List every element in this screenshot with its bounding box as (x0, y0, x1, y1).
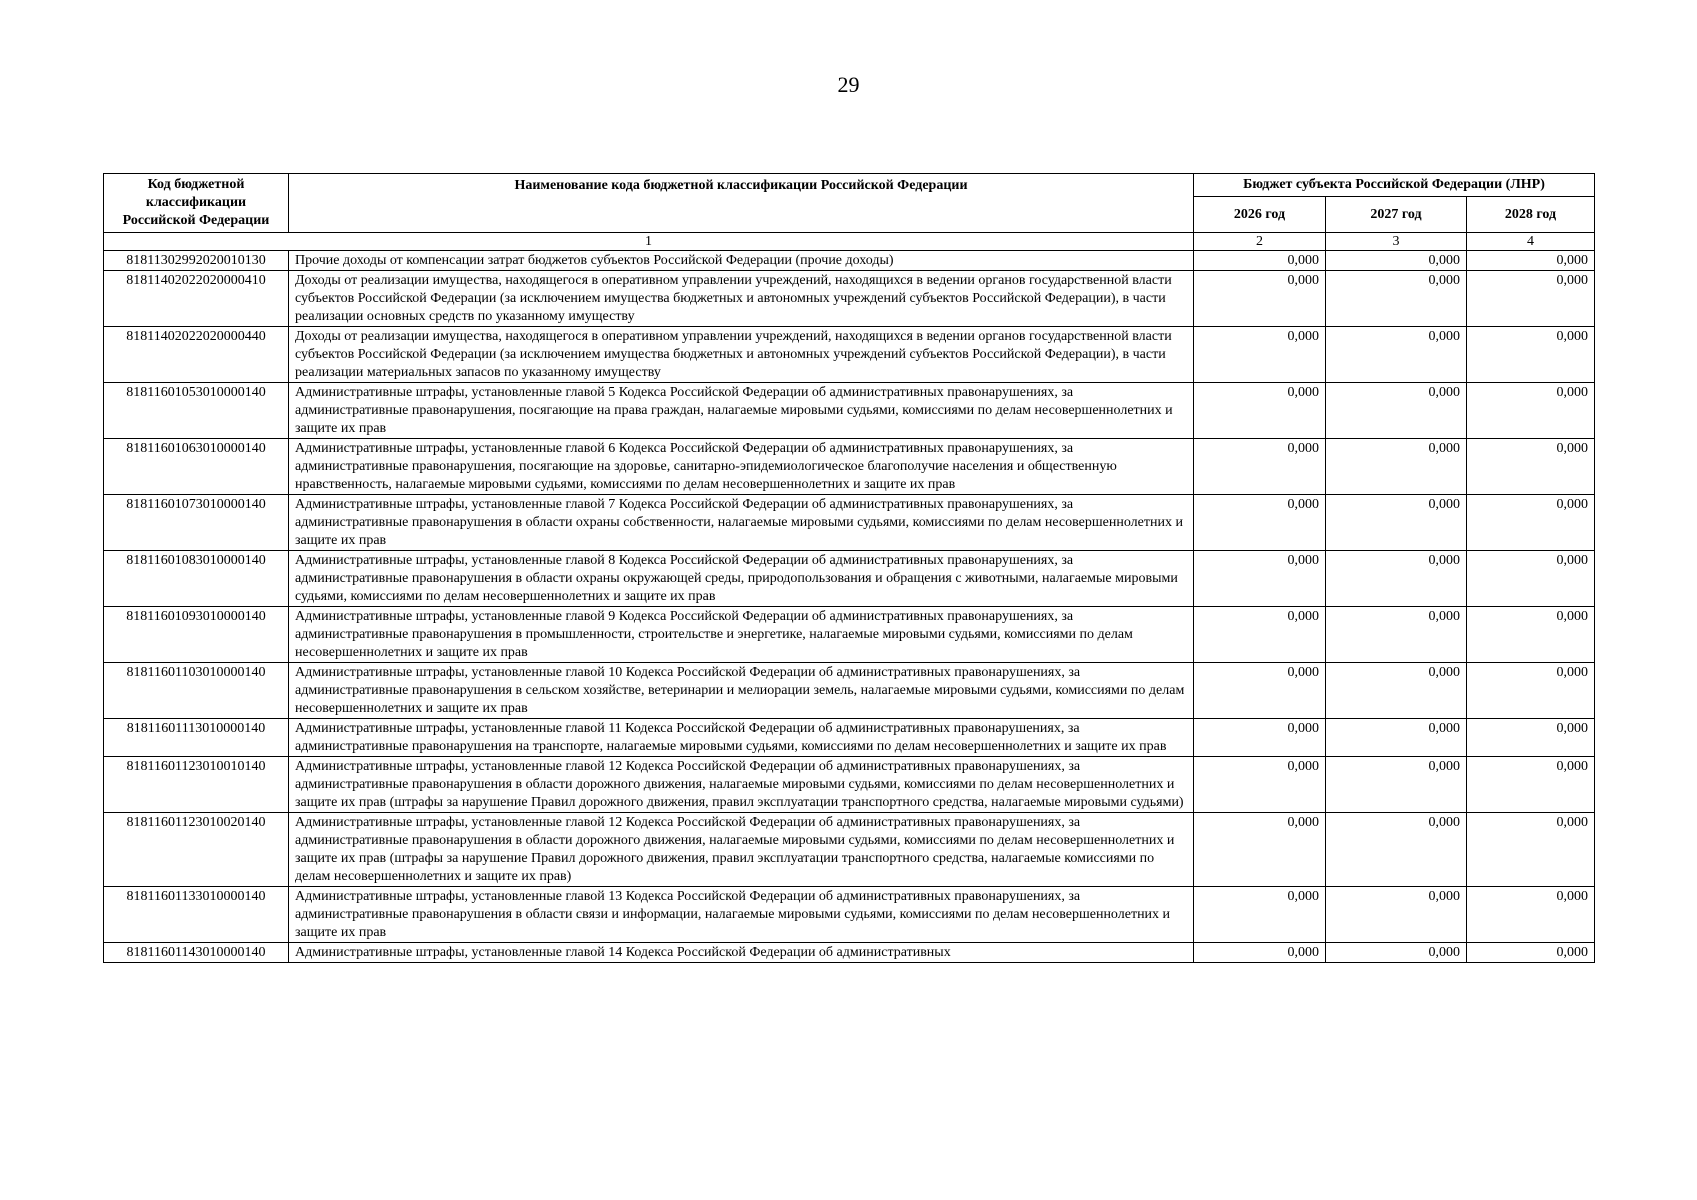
table-row (104, 757, 1595, 813)
row-value-2028: 0,000 (1467, 251, 1595, 271)
row-value-2027: 0,000 (1326, 551, 1467, 607)
header-code: Код бюджетной классификации Российской Федерации (104, 174, 289, 233)
page-number: 29 (837, 72, 860, 97)
row-value-2028: 0,000 (1467, 327, 1595, 383)
row-name: Административные штрафы, установленные главой 12 Кодекса Российской Федерации об административных правонарушениях, за административные правонарушения в области дорожного движения, налагаемые мировыми судьями, комиссиями по делам несовершеннолетних и защите их прав (штрафы за нарушение Правил дорожного движения, правил эксплуатации транспортного средства, налагаемые комиссиями по делам несовершеннолетних и защите их прав) (289, 813, 1194, 887)
row-value-2028: 0,000 (1467, 757, 1595, 813)
row-value-2028: 0,000 (1467, 271, 1595, 327)
row-value-2027: 0,000 (1326, 271, 1467, 327)
row-value-2026: 0,000 (1194, 757, 1326, 813)
table-row (104, 251, 1595, 271)
row-code: 81811601063010000140 (104, 439, 289, 495)
row-value-2027: 0,000 (1326, 813, 1467, 887)
row-value-2027: 0,000 (1326, 495, 1467, 551)
row-value-2026: 0,000 (1194, 719, 1326, 757)
row-code: 81811601133010000140 (104, 887, 289, 943)
row-value-2028: 0,000 (1467, 551, 1595, 607)
header-year-2026: 2026 год (1194, 197, 1326, 233)
row-value-2027: 0,000 (1326, 327, 1467, 383)
table-body (104, 251, 1595, 963)
header-year-2027: 2027 год (1326, 197, 1467, 233)
row-value-2028: 0,000 (1467, 813, 1595, 887)
table-row (104, 271, 1595, 327)
table-row (104, 327, 1595, 383)
column-number-3: 3 (1326, 233, 1467, 251)
row-code: 81811601143010000140 (104, 943, 289, 963)
row-name: Административные штрафы, установленные главой 12 Кодекса Российской Федерации об административных правонарушениях, за административные правонарушения в области дорожного движения, налагаемые мировыми судьями, комиссиями по делам несовершеннолетних и защите их прав (штрафы за нарушение Правил дорожного движения, правил эксплуатации транспортного средства, налагаемые мировыми судьями) (289, 757, 1194, 813)
table-row (104, 495, 1595, 551)
row-value-2027: 0,000 (1326, 719, 1467, 757)
budget-table (103, 173, 1595, 963)
row-code: 81811402022020000440 (104, 327, 289, 383)
row-value-2026: 0,000 (1194, 439, 1326, 495)
row-value-2028: 0,000 (1467, 383, 1595, 439)
row-code: 81811601053010000140 (104, 383, 289, 439)
row-code: 81811601123010020140 (104, 813, 289, 887)
row-name: Доходы от реализации имущества, находящегося в оперативном управлении учреждений, находящихся в ведении органов государственной власти субъектов Российской Федерации (за исключением имущества бюджетных и автономных учреждений субъектов Российской Федерации), в части реализации материальных запасов по указанному имуществу (289, 327, 1194, 383)
table-row (104, 607, 1595, 663)
table-row (104, 943, 1595, 963)
row-value-2026: 0,000 (1194, 663, 1326, 719)
row-code: 81811601113010000140 (104, 719, 289, 757)
row-value-2028: 0,000 (1467, 495, 1595, 551)
row-value-2028: 0,000 (1467, 943, 1595, 963)
row-value-2028: 0,000 (1467, 663, 1595, 719)
row-name: Административные штрафы, установленные главой 6 Кодекса Российской Федерации об административных правонарушениях, за административные правонарушения, посягающие на здоровье, санитарно-эпидемиологическое благополучие населения и общественную нравственность, налагаемые мировыми судьями, комиссиями по делам несовершеннолетних и защите их прав (289, 439, 1194, 495)
row-value-2027: 0,000 (1326, 887, 1467, 943)
row-value-2026: 0,000 (1194, 383, 1326, 439)
header-name: Наименование кода бюджетной классификации Российской Федерации (289, 174, 1194, 233)
table-row (104, 383, 1595, 439)
row-name: Доходы от реализации имущества, находящегося в оперативном управлении учреждений, находящихся в ведении органов государственной власти субъектов Российской Федерации (за исключением имущества бюджетных и автономных учреждений субъектов Российской Федерации), в части реализации основных средств по указанному имуществу (289, 271, 1194, 327)
row-name: Административные штрафы, установленные главой 11 Кодекса Российской Федерации об административных правонарушениях, за административные правонарушения на транспорте, налагаемые мировыми судьями, комиссиями по делам несовершеннолетних и защите их прав (289, 719, 1194, 757)
row-code: 81811601093010000140 (104, 607, 289, 663)
row-value-2026: 0,000 (1194, 495, 1326, 551)
row-name: Административные штрафы, установленные главой 7 Кодекса Российской Федерации об административных правонарушениях, за административные правонарушения в области охраны собственности, налагаемые мировыми судьями, комиссиями по делам несовершеннолетних и защите их прав (289, 495, 1194, 551)
row-value-2028: 0,000 (1467, 719, 1595, 757)
table-row (104, 719, 1595, 757)
row-value-2026: 0,000 (1194, 251, 1326, 271)
row-value-2027: 0,000 (1326, 943, 1467, 963)
row-value-2026: 0,000 (1194, 551, 1326, 607)
row-value-2026: 0,000 (1194, 271, 1326, 327)
row-code: 81811601073010000140 (104, 495, 289, 551)
row-value-2027: 0,000 (1326, 663, 1467, 719)
row-code: 81811402022020000410 (104, 271, 289, 327)
row-value-2026: 0,000 (1194, 607, 1326, 663)
header-year-2028: 2028 год (1467, 197, 1595, 233)
table-row (104, 813, 1595, 887)
row-value-2027: 0,000 (1326, 251, 1467, 271)
row-value-2028: 0,000 (1467, 439, 1595, 495)
column-number-2: 2 (1194, 233, 1326, 251)
row-value-2027: 0,000 (1326, 607, 1467, 663)
row-name: Административные штрафы, установленные главой 8 Кодекса Российской Федерации об административных правонарушениях, за административные правонарушения в области охраны окружающей среды, природопользования и обращения с животными, налагаемые мировыми судьями, комиссиями по делам несовершеннолетних и защите их прав (289, 551, 1194, 607)
row-value-2026: 0,000 (1194, 887, 1326, 943)
row-name: Прочие доходы от компенсации затрат бюджетов субъектов Российской Федерации (прочие доходы) (289, 251, 1194, 271)
table-row (104, 663, 1595, 719)
row-value-2028: 0,000 (1467, 887, 1595, 943)
row-value-2026: 0,000 (1194, 327, 1326, 383)
row-name: Административные штрафы, установленные главой 10 Кодекса Российской Федерации об административных правонарушениях, за административные правонарушения в сельском хозяйстве, ветеринарии и мелиорации земель, налагаемые мировыми судьями, комиссиями по делам несовершеннолетних и защите их прав (289, 663, 1194, 719)
row-code: 81811601083010000140 (104, 551, 289, 607)
table-row (104, 551, 1595, 607)
row-name: Административные штрафы, установленные главой 9 Кодекса Российской Федерации об административных правонарушениях, за административные правонарушения в промышленности, строительстве и энергетике, налагаемые мировыми судьями, комиссиями по делам несовершеннолетних и защите их прав (289, 607, 1194, 663)
row-value-2027: 0,000 (1326, 439, 1467, 495)
table-row (104, 887, 1595, 943)
row-value-2027: 0,000 (1326, 383, 1467, 439)
row-name: Административные штрафы, установленные главой 14 Кодекса Российской Федерации об административных (289, 943, 1194, 963)
row-name: Административные штрафы, установленные главой 5 Кодекса Российской Федерации об административных правонарушениях, за административные правонарушения, посягающие на права граждан, налагаемые мировыми судьями, комиссиями по делам несовершеннолетних и защите их прав (289, 383, 1194, 439)
column-number-1: 1 (104, 233, 1194, 251)
header-budget: Бюджет субъекта Российской Федерации (ЛНР) (1194, 174, 1595, 197)
row-value-2026: 0,000 (1194, 943, 1326, 963)
row-code: 81811601123010010140 (104, 757, 289, 813)
row-name: Административные штрафы, установленные главой 13 Кодекса Российской Федерации об административных правонарушениях, за административные правонарушения в области связи и информации, налагаемые мировыми судьями, комиссиями по делам несовершеннолетних и защите их прав (289, 887, 1194, 943)
row-value-2026: 0,000 (1194, 813, 1326, 887)
row-value-2028: 0,000 (1467, 607, 1595, 663)
column-number-4: 4 (1467, 233, 1595, 251)
table-row (104, 439, 1595, 495)
row-value-2027: 0,000 (1326, 757, 1467, 813)
row-code: 81811601103010000140 (104, 663, 289, 719)
row-code: 81811302992020010130 (104, 251, 289, 271)
